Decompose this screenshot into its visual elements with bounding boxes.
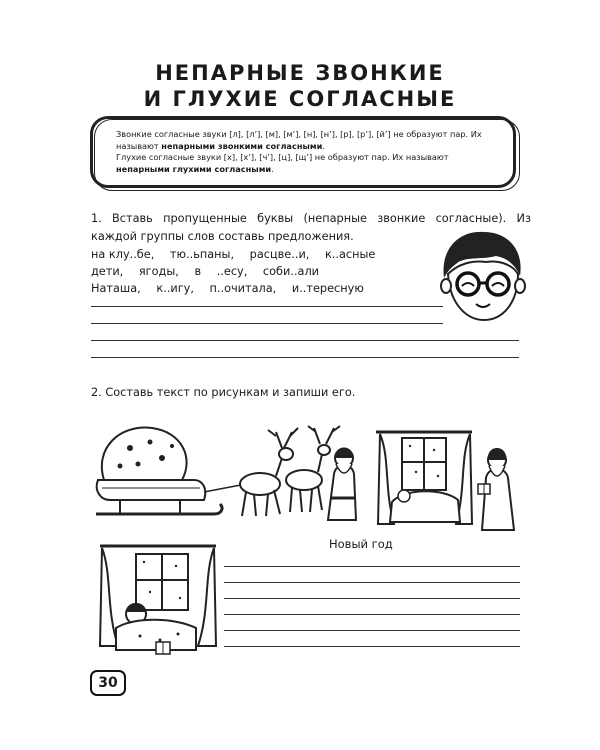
writing-line[interactable] xyxy=(91,340,519,341)
story-title-caption: Новый год xyxy=(329,537,393,551)
word-group-1 xyxy=(91,246,375,264)
word: ..есу, xyxy=(216,265,248,278)
santa-bringing-gift-picture xyxy=(374,428,520,532)
word-group-2 xyxy=(91,263,319,281)
writing-line[interactable] xyxy=(224,566,520,567)
writing-line[interactable] xyxy=(224,646,520,647)
rule-voiceless-intro: Глухие согласные звуки [х], [х’], [ч’], [ц], [щ’] не образуют пар. Их называют xyxy=(116,152,449,162)
word: соби..али xyxy=(262,265,320,278)
word: и..тересную xyxy=(291,282,364,295)
word: дети, xyxy=(91,265,124,278)
child-with-gift-picture xyxy=(96,540,220,658)
task-2-instruction: 2. Составь текст по рисункам и запиши его. xyxy=(91,386,356,399)
writing-line[interactable] xyxy=(91,357,519,358)
writing-line[interactable] xyxy=(224,582,520,583)
word: в xyxy=(194,265,202,278)
rule-voiceless-end: . xyxy=(271,163,274,174)
word: тю..ьпаны, xyxy=(169,248,235,261)
word: ягоды, xyxy=(138,265,179,278)
page-number: 30 xyxy=(90,670,126,696)
word: к..асные xyxy=(324,248,376,261)
word: расцве..и, xyxy=(249,248,310,261)
rule-voiced-intro: Звонкие согласные звуки [л], [л’], [м], [м’], [н], [н’], [р], [р’], [й’] не образуют пар. Их называют xyxy=(116,129,482,151)
rule-voiceless-term: непарными глухими согласными xyxy=(116,163,272,174)
task-1-instruction: 1. Вставь пропущенные буквы (непарные звонкие согласные). Из каждой группы слов составь предложения. xyxy=(91,212,531,243)
santa-sleigh-reindeer-picture xyxy=(90,418,358,530)
word: на клу..бе, xyxy=(91,248,155,261)
writing-line[interactable] xyxy=(224,630,520,631)
page-title-line-2: И ГЛУХИЕ СОГЛАСНЫЕ xyxy=(143,87,457,111)
word: п..очитала, xyxy=(209,282,277,295)
rule-text xyxy=(116,129,502,175)
writing-line[interactable] xyxy=(91,323,443,324)
word-group-3 xyxy=(91,280,364,298)
rule-voiced-term: непарными звонкими согласными xyxy=(161,140,323,151)
page-title-line-1: НЕПАРНЫЕ ЗВОНКИЕ xyxy=(155,61,445,85)
boy-with-glasses-illustration xyxy=(438,226,526,326)
rule-voiced-end: . xyxy=(322,140,325,151)
writing-line[interactable] xyxy=(224,598,520,599)
word: к..игу, xyxy=(156,282,194,295)
word: Наташа, xyxy=(91,282,141,295)
writing-line[interactable] xyxy=(224,614,520,615)
writing-line[interactable] xyxy=(91,306,443,307)
